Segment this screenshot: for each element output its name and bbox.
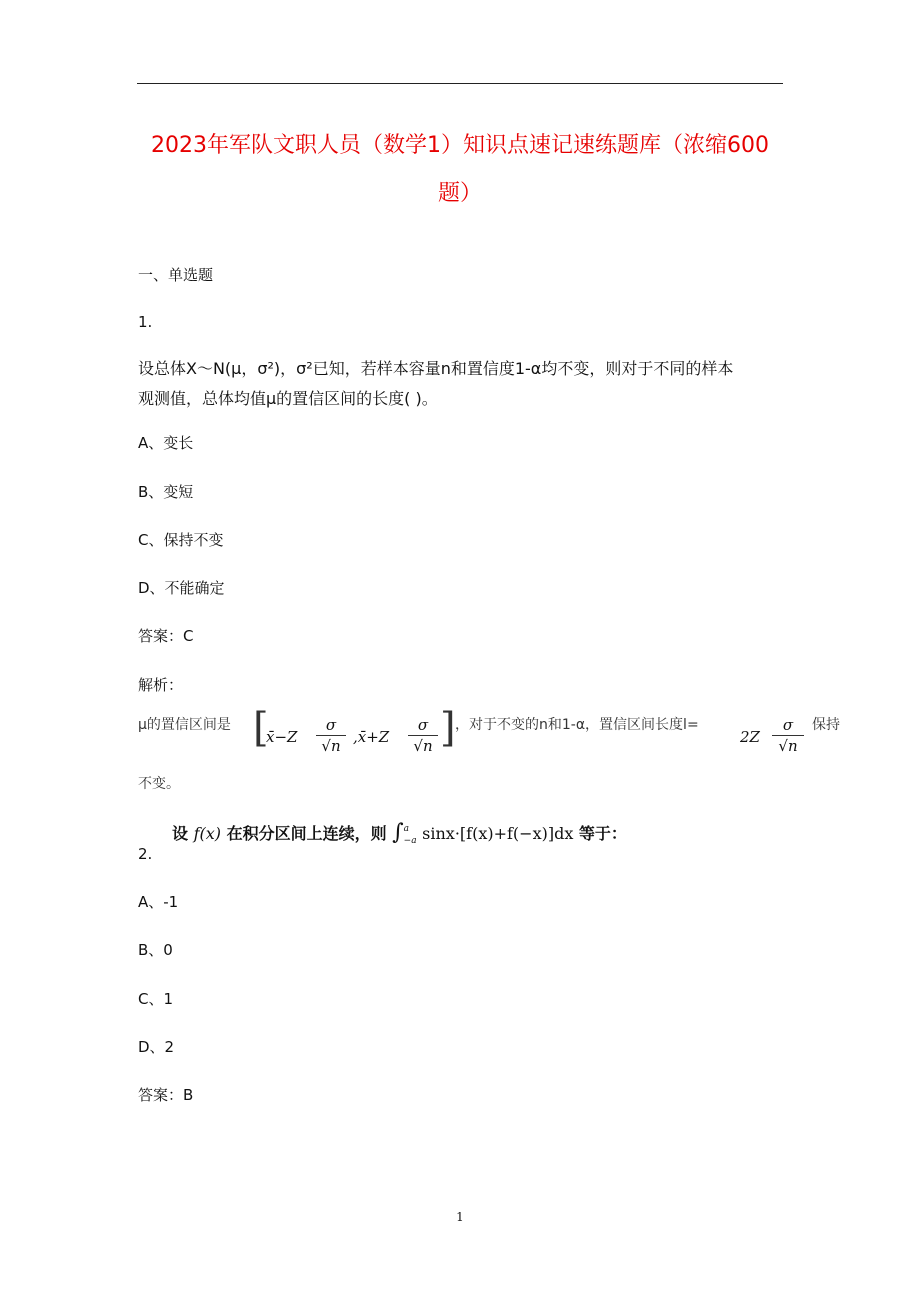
right-bracket: ]	[440, 705, 456, 751]
formula-right-term: ,x̄+Z	[353, 728, 390, 746]
integral-lower-limit: −a	[403, 835, 417, 846]
document-title-line1: 2023年军队文职人员（数学1）知识点速记速练题库（浓缩600	[151, 133, 769, 158]
formula-left-denominator: √n	[321, 737, 341, 755]
question-1-option-d: D、不能确定	[138, 579, 225, 597]
integral-sign: ∫	[392, 820, 404, 845]
section-heading: 一、单选题	[138, 266, 214, 284]
formula-length-fraction	[772, 716, 804, 755]
formula-right-fraction	[408, 716, 438, 755]
question-2-option-b: B、0	[138, 941, 173, 959]
question-2-stem-d: 等于：	[578, 824, 627, 843]
question-2-option-a: A、-1	[138, 893, 179, 911]
question-2-stem-a: 设	[172, 824, 189, 843]
left-bracket: [	[253, 705, 269, 751]
analysis-line2: 不变。	[138, 776, 180, 792]
question-2-number: 2.	[138, 845, 153, 863]
formula-length-numerator: σ	[782, 716, 794, 734]
page-number: 1	[456, 1210, 464, 1224]
question-1-number: 1.	[138, 313, 153, 331]
question-2-fx: f(x)	[193, 824, 222, 843]
question-1-option-a: A、变长	[138, 434, 194, 452]
integral-limits	[404, 823, 417, 847]
formula-length-denominator: √n	[778, 737, 798, 755]
formula-left-term: x̄−Z	[266, 728, 298, 746]
header-rule	[137, 83, 783, 84]
question-2-stem	[172, 820, 627, 847]
question-1-stem-line2: 观测值，总体均值μ的置信区间的长度( )。	[138, 389, 438, 408]
question-1-option-b: B、变短	[138, 483, 194, 501]
question-1-stem-line1: 设总体X～N(μ，σ²)，σ²已知，若样本容量n和置信度1-α均不变，则对于不同的样本	[138, 359, 734, 378]
question-2-option-d: D、2	[138, 1038, 175, 1056]
question-2-integrand: sinx·[f(x)+f(−x)]dx	[422, 824, 574, 843]
question-2-option-c: C、1	[138, 990, 174, 1008]
document-title-line2: 题）	[437, 181, 482, 206]
question-1-analysis-label: 解析：	[138, 676, 184, 694]
question-2-answer: 答案：B	[138, 1086, 194, 1104]
question-2-stem-b: 在积分区间上连续，则	[226, 824, 387, 843]
analysis-middle: ，对于不变的n和1-α，置信区间长度l=	[455, 717, 699, 733]
analysis-prefix: μ的置信区间是	[138, 717, 231, 733]
formula-left-fraction	[316, 716, 346, 755]
question-1-option-c: C、保持不变	[138, 531, 224, 549]
formula-right-numerator: σ	[417, 716, 429, 734]
question-1-answer: 答案：C	[138, 627, 194, 645]
integral-upper-limit: a	[403, 823, 410, 834]
analysis-suffix: 保持	[812, 717, 840, 733]
formula-length-coef: 2Z	[740, 728, 760, 746]
formula-right-denominator: √n	[413, 737, 433, 755]
question-1-stem	[138, 354, 733, 414]
formula-left-numerator: σ	[325, 716, 337, 734]
